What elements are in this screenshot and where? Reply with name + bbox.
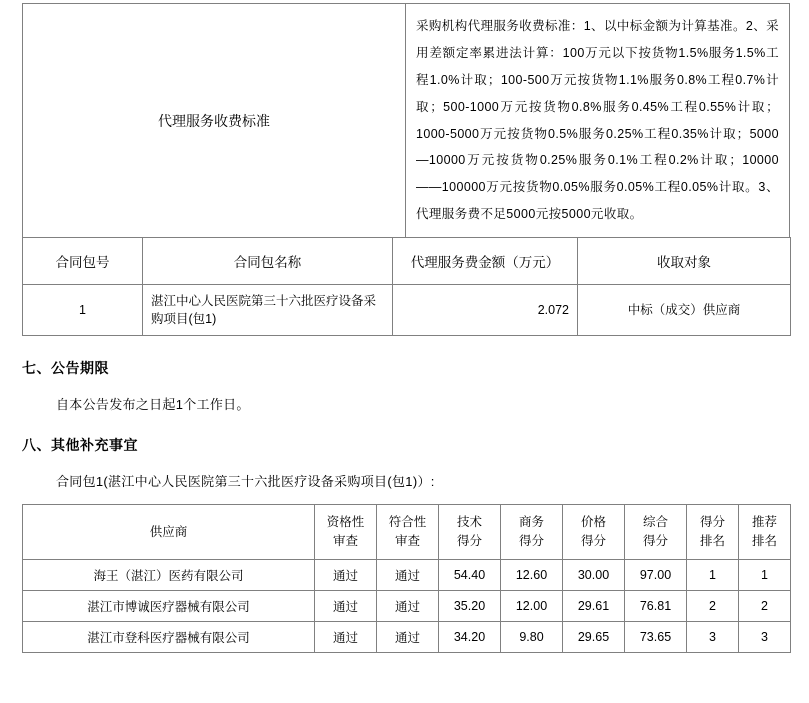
header-recommend-rank-line2: 排名 (751, 534, 777, 548)
header-qualification (315, 505, 377, 560)
header-fee-amount: 代理服务费金额（万元） (393, 238, 578, 285)
cell-business: 9.80 (501, 621, 563, 652)
header-total-line1: 综合 (642, 515, 668, 530)
header-business (501, 505, 563, 560)
cell-compliance: 通过 (377, 621, 439, 652)
header-technical (439, 505, 501, 560)
section-seven-title: 七、公告期限 (22, 360, 109, 377)
fee-standard-label: 代理服务收费标准 (23, 4, 406, 238)
cell-technical: 54.40 (439, 559, 501, 590)
header-qualification-line1: 资格性 (326, 515, 365, 530)
header-compliance-line2: 审查 (394, 534, 420, 548)
cell-score-rank: 1 (687, 559, 739, 590)
cell-recommend-rank: 1 (739, 559, 791, 590)
header-total-line2: 得分 (642, 534, 668, 548)
section-seven-body: 自本公告发布之日起1个工作日。 (56, 397, 250, 413)
cell-qualification: 通过 (315, 590, 377, 621)
header-qualification-line2: 审查 (332, 534, 358, 548)
package-fee-table (22, 237, 791, 336)
cell-qualification: 通过 (315, 621, 377, 652)
header-payer: 收取对象 (578, 238, 791, 285)
header-business-line2: 得分 (518, 534, 544, 548)
header-package-name: 合同包名称 (143, 238, 393, 285)
header-score-rank (687, 505, 739, 560)
fee-standard-text: 采购机构代理服务收费标准：1、以中标金额为计算基准。2、采用差额定率累进法计算：100万元以下按货物1.5%服务1.5%工程1.0%计取；100-500万元按货物1.1%服务0.8%工程0.7%计取；500-1000万元按货物0.8%服务0.45%工程0.55%计取；1000-5000万元按货物0.5%服务0.25%工程0.35%计取；5000—10000万元按货物0.25%服务0.1%工程0.2%计取；10000——100000万元按货物0.05%服务0.05%工程0.05%计取。3、代理服务费不足5000元按5000元收取。 (406, 4, 790, 238)
evaluation-score-table (22, 504, 791, 653)
header-supplier (23, 505, 315, 560)
cell-total: 97.00 (625, 559, 687, 590)
cell-score-rank: 3 (687, 621, 739, 652)
header-compliance (377, 505, 439, 560)
fee-standard-row (23, 4, 790, 238)
cell-price: 29.65 (563, 621, 625, 652)
header-business-line1: 商务 (518, 515, 544, 530)
header-price-line1: 价格 (580, 515, 606, 530)
cell-supplier: 湛江市登科医疗器械有限公司 (23, 621, 315, 652)
cell-package-no: 1 (23, 285, 143, 336)
cell-compliance: 通过 (377, 590, 439, 621)
cell-business: 12.00 (501, 590, 563, 621)
header-recommend-rank-line1: 推荐 (751, 515, 777, 530)
header-price-line2: 得分 (580, 534, 606, 548)
cell-supplier: 海王（湛江）医药有限公司 (23, 559, 315, 590)
table-row (23, 559, 791, 590)
document-page (0, 3, 809, 703)
cell-total: 76.81 (625, 590, 687, 621)
package-fee-header-row (23, 238, 791, 285)
header-technical-line1: 技术 (456, 515, 482, 530)
header-package-no: 合同包号 (23, 238, 143, 285)
table-row (23, 285, 791, 336)
cell-package-name: 湛江中心人民医院第三十六批医疗设备采购项目(包1) (143, 285, 393, 336)
agency-fee-table (22, 3, 790, 238)
header-score-rank-line2: 排名 (699, 534, 725, 548)
cell-compliance: 通过 (377, 559, 439, 590)
cell-price: 30.00 (563, 559, 625, 590)
cell-qualification: 通过 (315, 559, 377, 590)
section-eight-title: 八、其他补充事宜 (22, 437, 138, 454)
table-row (23, 590, 791, 621)
header-supplier-line1: 供应商 (149, 524, 188, 539)
cell-recommend-rank: 3 (739, 621, 791, 652)
header-price (563, 505, 625, 560)
cell-business: 12.60 (501, 559, 563, 590)
header-compliance-line1: 符合性 (388, 515, 427, 530)
section-eight-intro: 合同包1(湛江中心人民医院第三十六批医疗设备采购项目(包1)）: (56, 474, 435, 490)
cell-fee-amount: 2.072 (393, 285, 578, 336)
cell-technical: 35.20 (439, 590, 501, 621)
cell-payer: 中标（成交）供应商 (578, 285, 791, 336)
score-header-row (23, 505, 791, 560)
cell-score-rank: 2 (687, 590, 739, 621)
header-total (625, 505, 687, 560)
cell-total: 73.65 (625, 621, 687, 652)
header-recommend-rank (739, 505, 791, 560)
header-technical-line2: 得分 (456, 534, 482, 548)
cell-technical: 34.20 (439, 621, 501, 652)
cell-recommend-rank: 2 (739, 590, 791, 621)
header-score-rank-line1: 得分 (699, 515, 725, 530)
cell-supplier: 湛江市博诚医疗器械有限公司 (23, 590, 315, 621)
cell-price: 29.61 (563, 590, 625, 621)
table-row (23, 621, 791, 652)
